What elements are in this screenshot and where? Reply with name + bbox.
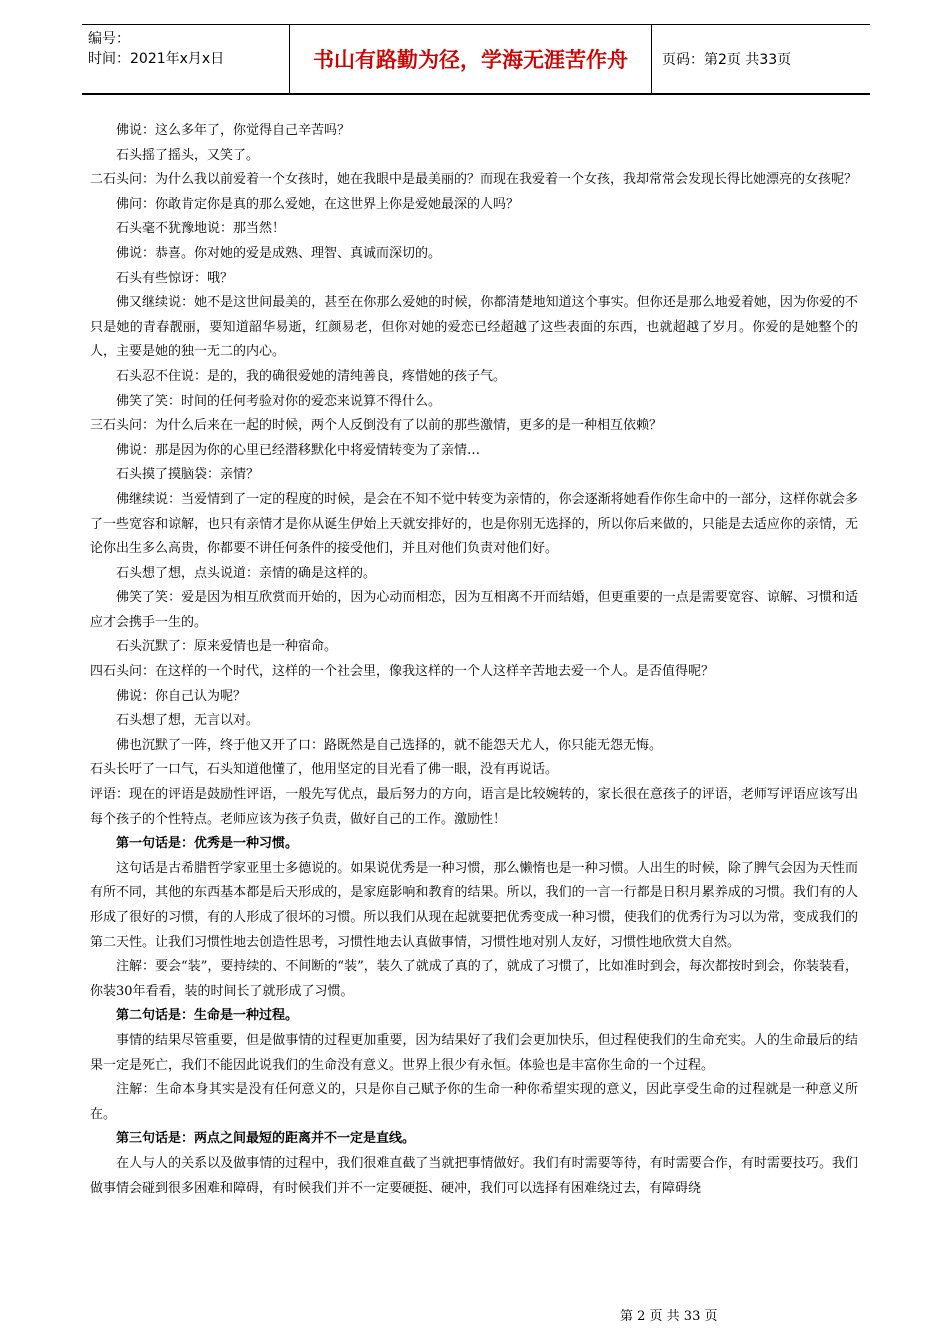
paragraph: 石头想了想，无言以对。 [116,713,260,729]
paragraph: 石头摇了摇头，又笑了。 [116,147,260,163]
paragraph: 石头想了想，点头说道：亲情的确是这样的。 [116,565,377,581]
paragraph: 佛说：那是因为你的心里已经潜移默化中将爱情转变为了亲情… [116,442,481,458]
paragraph: 在人与人的关系以及做事情的过程中，我们很难直截了当就把事情做好。我们有时需要等待，有时需要合作，有时需要技巧。我们做事情会碰到很多困难和障碍，有时候我们并不一定要硬挺、硬冲，我们可以选择有困难绕过去，有障碍绕 [90,1155,858,1196]
paragraph: 佛笑了笑：爱是因为相互欣赏而开始的，因为心动而相恋，因为互相离不开而结婚，但更重要的一点是需要宽容、谅解、习惯和适应才会携手一生的。 [90,590,858,630]
section-heading: 第一句话是：优秀是一种习惯。 [116,836,299,852]
paragraph: 石头忍不住说：是的，我的确很爱她的清纯善良，疼惜她的孩子气。 [116,368,507,384]
paragraph-text: 石头问：在这样的一个时代，这样的一个社会里，像我这样的一个人这样辛苦地去爱一个人。是否值得呢？ [103,664,715,680]
paragraph: 注解：生命本身其实是没有任何意义的，只是你自己赋予你的生命一种你希望实现的意义，因此享受生命的过程就是一种意义所在。 [90,1082,858,1122]
paragraph: 石头毫不犹豫地说：那当然！ [116,221,286,237]
paragraph: 石头摸了摸脑袋：亲情？ [116,467,260,483]
doc-time-label: 时间：2021年x月x日 [88,51,225,67]
numbered-paragraph [90,168,858,193]
paragraph: 这句话是古希腊哲学家亚里士多德说的。如果说优秀是一种习惯，那么懒惰也是一种习惯。人出生的时候，除了脾气会因为天性而有所不同，其他的东西基本都是后天形成的，是家庭影响和教育的结果。所以，我们的一言一行都是日积月累养成的习惯。我们有的人形成了很好的习惯，有的人形成了很坏的习惯。所以我们从现在起就要把优秀变成一种习惯，使我们的优秀行为习以为常，变成我们的第二天性。让我们习惯性地去创造性思考，习惯性地去认真做事情，习惯性地对别人友好，习惯性地欣赏大自然。 [90,860,858,950]
paragraph-text: 石头问：为什么后来在一起的时候，两个人反倒没有了以前的那些激情，更多的是一种相互依赖？ [103,418,663,434]
paragraph: 佛继续说：当爱情到了一定的程度的时候，是会在不知不觉中转变为亲情的，你会逐渐将她看作你生命中的一部分，这样你就会多了一些宽容和谅解，也只有亲情才是你从诞生伊始上天就安排好的，也是你别无选择的，所以你后来做的，只能是去适应你的亲情，无论你出生多么高贵，你都要不讲任何条件的接受他们，并且对他们负责对他们好。 [90,491,858,557]
header-page-info: 页码：第2页 共33页 [662,52,792,68]
paragraph: 佛又继续说：她不是这世间最美的，甚至在你那么爱她的时候，你都清楚地知道这个事实。但你还是那么地爱着她，因为你爱的不只是她的青春靓丽，要知道韶华易逝，红颜易老，但你对她的爱恋已经超越了这些表面的东西，也就超越了岁月。你爱的是她整个的人，主要是她的独一无二的内心。 [90,295,858,360]
paragraph-number: 三 [90,418,104,434]
document-body [90,119,858,1201]
header-left-cell [82,25,290,93]
paragraph: 石头有些惊讶：哦？ [116,270,234,286]
page-footer: 第 2 页 共 33 页 [620,1309,718,1324]
header-motto: 书山有路勤为径，学海无涯苦作舟 [290,25,652,93]
paragraph: 佛说：这么多年了，你觉得自己辛苦吗？ [116,123,351,138]
numbered-paragraph [90,660,858,685]
paragraph: 注解：要会“装”，要持续的、不间断的“装”，装久了就成了真的了，就成了习惯了，比如准时到会，每次都按时到会，你装装看，你装30年看看，装的时间长了就形成了习惯。 [90,959,858,999]
section-heading: 第三句话是：两点之间最短的距离并不一定是直线。 [116,1131,416,1147]
paragraph: 事情的结果尽管重要，但是做事情的过程更加重要，因为结果好了我们会更加快乐，但过程使我们的生命充实。人的生命最后的结果一定是死亡，我们不能因此说我们的生命没有意义。世界上很少有永恒。体验也是丰富你生命的一个过程。 [90,1032,858,1073]
paragraph-text: 石头问：为什么我以前爱着一个女孩时，她在我眼中是最美丽的？而现在我爱着一个女孩，我却常常会发现长得比她漂亮的女孩呢？ [103,172,858,188]
paragraph: 佛笑了笑：时间的任何考验对你的爱恋来说算不得什么。 [116,393,442,409]
numbered-paragraph [90,414,858,439]
section-heading: 第二句话是：生命是一种过程。 [116,1008,299,1024]
paragraph: 佛说：你自己认为呢？ [116,688,247,704]
paragraph: 石头长吁了一口气，石头知道他懂了，他用坚定的目光看了佛一眼，没有再说话。 [90,762,559,778]
paragraph-number: 二 [90,172,104,188]
page-header [82,24,870,95]
paragraph-number: 四 [90,664,104,680]
paragraph: 佛问：你敢肯定你是真的那么爱她，在这世界上你是爱她最深的人吗？ [116,196,520,212]
doc-number-label: 编号： [88,31,130,47]
paragraph: 佛说：恭喜。你对她的爱是成熟、理智、真诚而深切的。 [116,245,442,261]
paragraph: 石头沉默了：原来爱情也是一种宿命。 [116,639,338,655]
paragraph: 佛也沉默了一阵，终于他又开了口：路既然是自己选择的，就不能怨天尤人，你只能无怨无悔。 [116,737,663,753]
paragraph: 评语：现在的评语是鼓励性评语，一般先写优点，最后努力的方向，语言是比较婉转的，家长很在意孩子的评语，老师写评语应该写出每个孩子的个性特点。老师应该为孩子负责，做好自己的工作。激励性！ [90,787,858,827]
